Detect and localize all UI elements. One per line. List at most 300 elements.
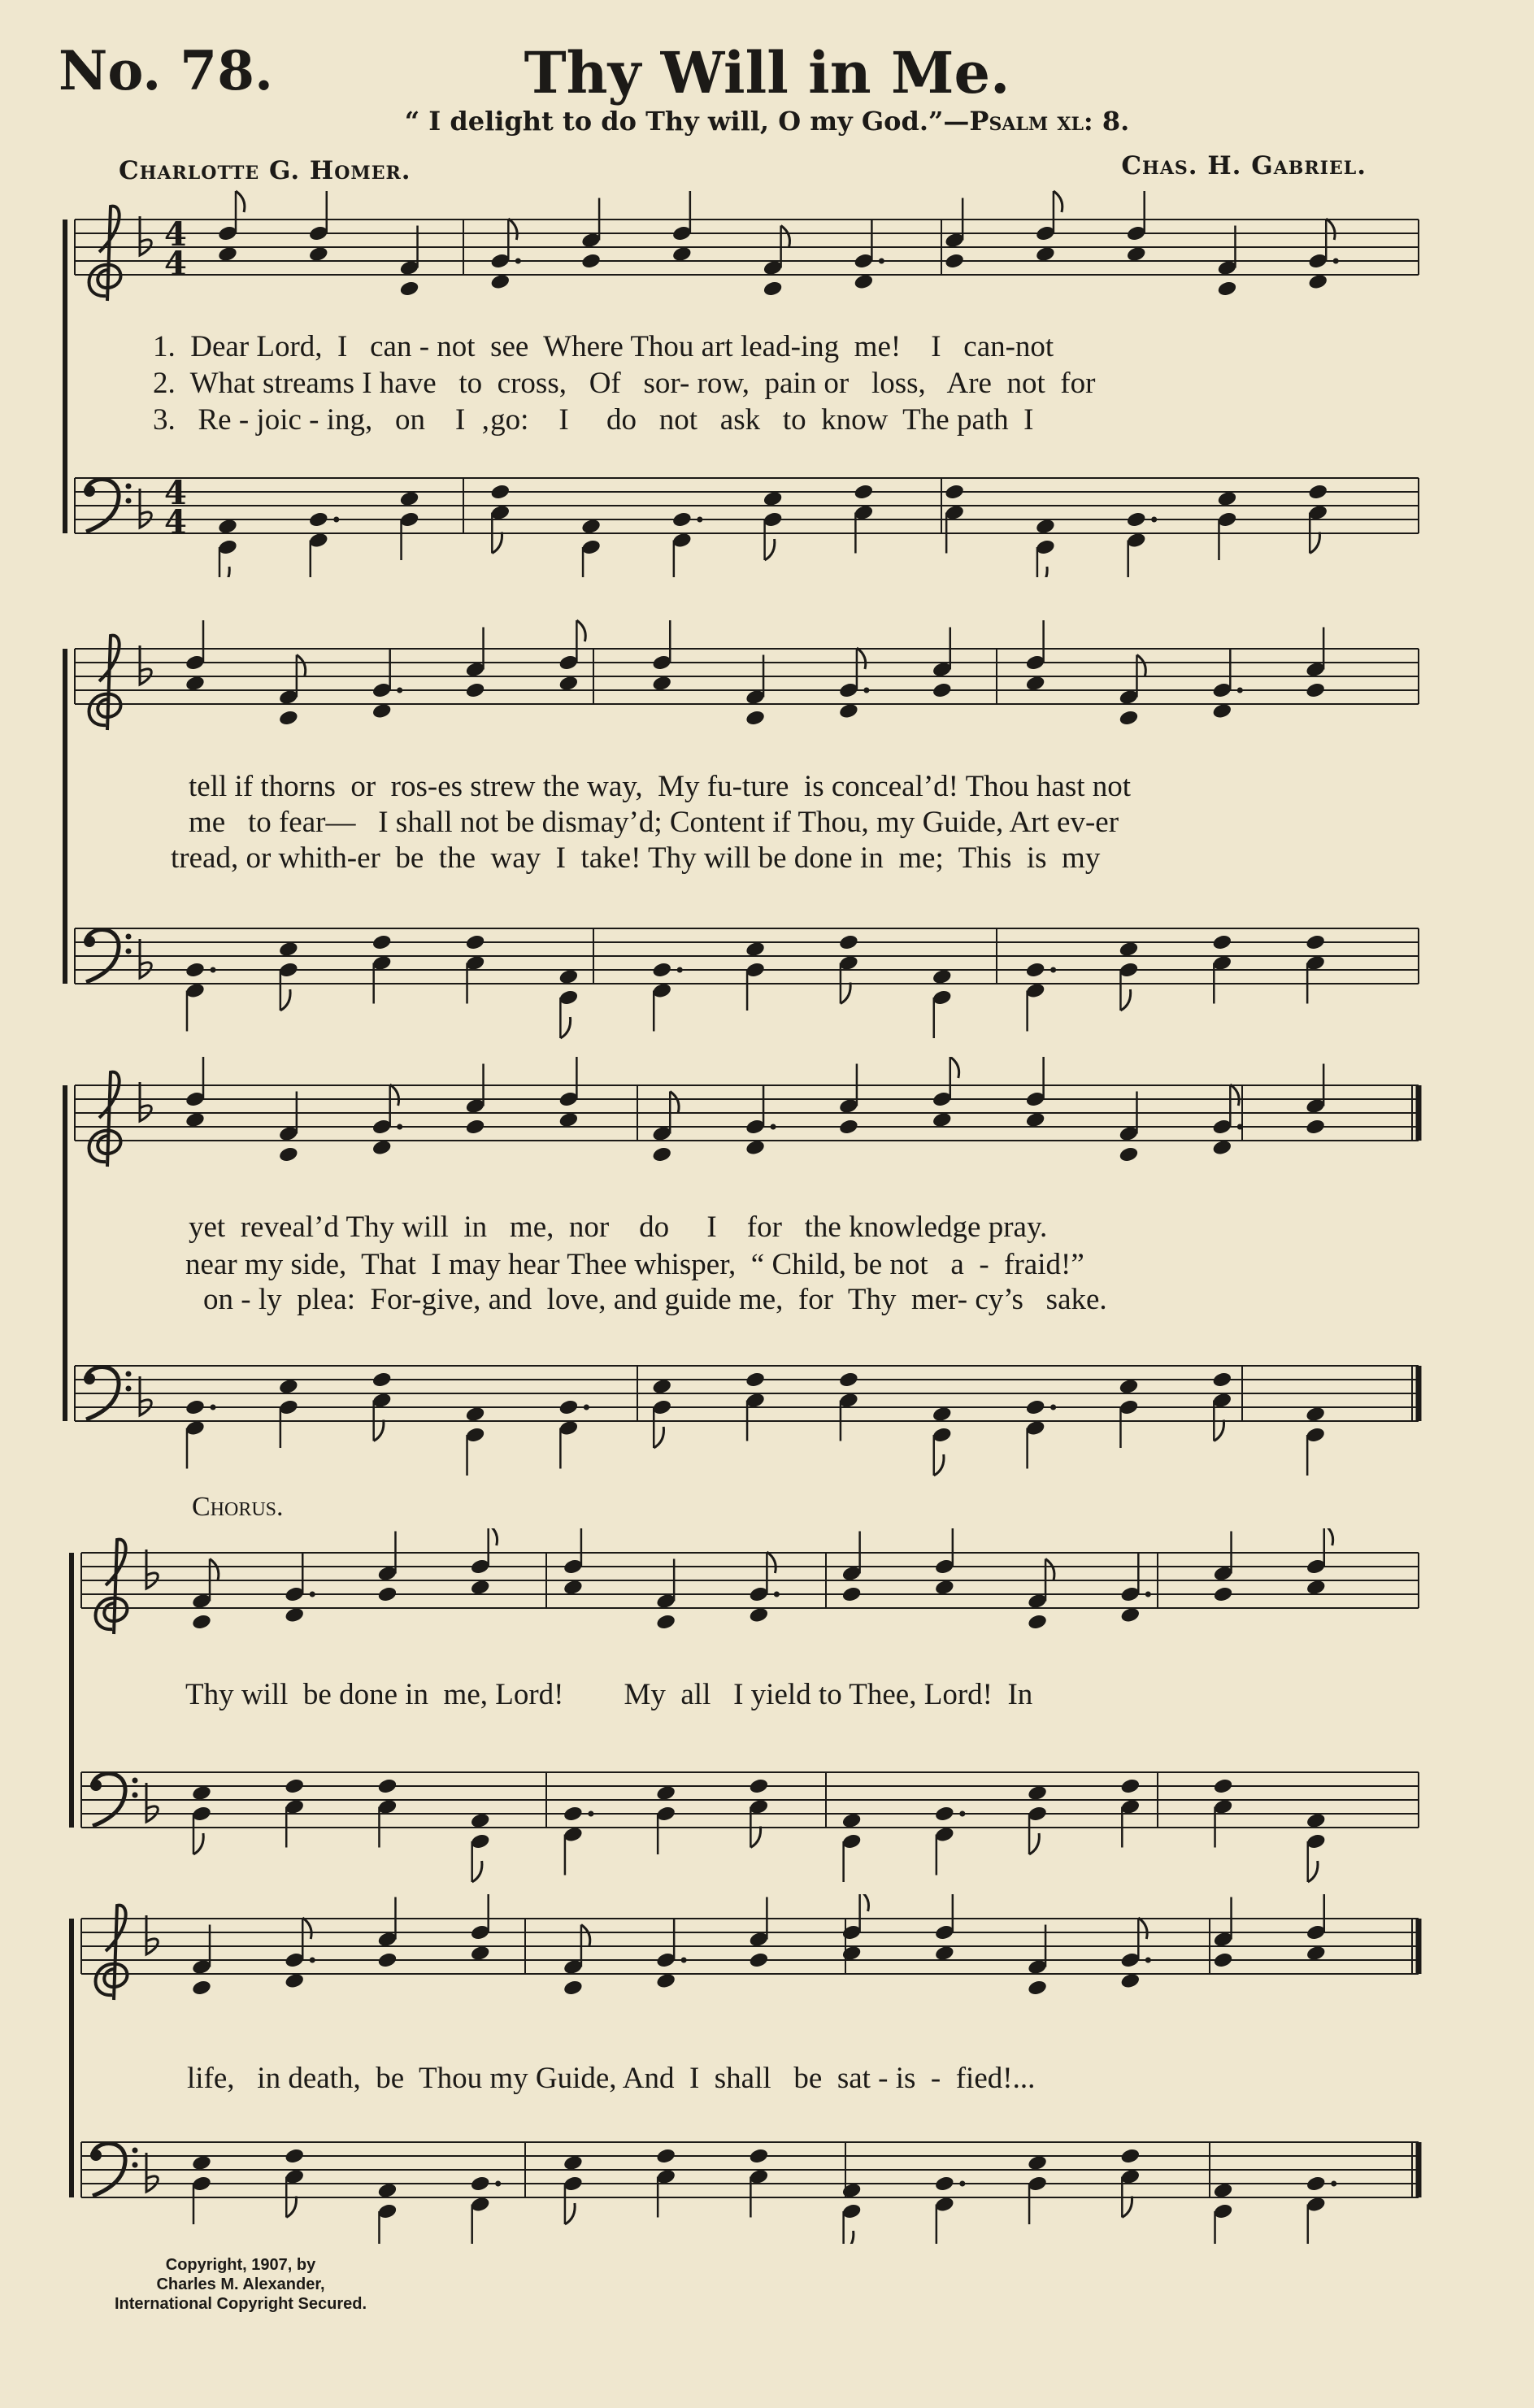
dot	[333, 517, 339, 523]
note-chord	[558, 620, 585, 692]
flat-icon	[140, 489, 151, 528]
notehead	[934, 1805, 955, 1823]
dot	[1237, 1124, 1243, 1130]
notehead	[1025, 1398, 1046, 1416]
bass-clef-dot	[84, 485, 95, 497]
flat-icon	[140, 939, 151, 978]
note-flag	[374, 1420, 384, 1441]
hymn-number: No. 78.	[59, 39, 273, 102]
lyric-line: me to fear— I shall not be dismay’d; Content if Thou, my Guide, Art ev-er	[189, 806, 1119, 839]
note-chord	[278, 941, 299, 1011]
epigraph-reference: Psalm xl: 8.	[969, 106, 1130, 137]
note-flag	[765, 539, 775, 560]
note-chord	[671, 511, 702, 577]
note-flag	[767, 1552, 776, 1573]
note-chord	[399, 490, 420, 560]
note-chord	[308, 191, 329, 263]
dot	[677, 967, 683, 973]
lyric-line: life, in death, be Thou my Guide, And I shall be sat - is - fied!...	[187, 2062, 1036, 2095]
dot	[879, 259, 884, 264]
note-chord	[745, 941, 766, 1011]
chorus-label: Chorus.	[192, 1492, 284, 1522]
note-chord	[1119, 1552, 1150, 1623]
treble-staff	[75, 191, 1419, 301]
lyric-line: Thy will be done in me, Lord! My all I yield to Thee, Lord! In	[185, 1678, 1033, 1711]
notehead	[489, 483, 511, 501]
note-chord	[651, 961, 682, 1031]
note-chord	[1307, 219, 1338, 290]
notehead	[1211, 1371, 1232, 1389]
note-chord	[841, 1812, 863, 1882]
note-chord	[1126, 191, 1147, 263]
note-flag	[750, 1827, 760, 1848]
notehead	[1119, 709, 1140, 727]
lyric-line: tell if thorns or ros-es strew the way, My fu-ture is conceal’d! Thou hast not	[189, 770, 1132, 803]
note-chord	[284, 1918, 315, 1989]
notehead	[748, 1777, 769, 1795]
notehead	[372, 1371, 393, 1389]
time-signature-denominator: 4	[164, 503, 187, 541]
note-chord	[1211, 1371, 1232, 1441]
bass-clef-dot	[133, 1778, 138, 1784]
dot	[310, 1592, 315, 1597]
treble-staff	[75, 620, 1419, 730]
note-chord	[745, 1371, 766, 1441]
note-chord	[217, 191, 245, 263]
note-chord	[470, 1528, 498, 1596]
note-flag	[1310, 532, 1319, 554]
notehead	[1307, 483, 1328, 501]
note-chord	[372, 1084, 402, 1156]
note-flag	[280, 989, 290, 1011]
dot	[1145, 1592, 1151, 1597]
note-chord	[308, 511, 339, 577]
note-chord	[185, 961, 215, 1031]
note-chord	[838, 648, 869, 719]
notehead	[399, 280, 420, 298]
bass-clef-dot	[84, 1373, 95, 1384]
time-signature-numerator: 4	[164, 474, 187, 512]
note-chord	[1025, 1057, 1046, 1128]
notehead	[563, 1979, 584, 1997]
notehead	[580, 252, 602, 270]
notehead	[191, 1613, 212, 1631]
dot	[211, 1405, 216, 1410]
note-chord	[1305, 933, 1326, 1003]
note-chord	[185, 1057, 206, 1128]
flat-icon	[140, 645, 151, 685]
notehead	[1305, 681, 1326, 699]
time-signature-numerator: 4	[164, 215, 187, 254]
notehead	[934, 2175, 955, 2193]
notehead	[655, 1613, 676, 1631]
note-flag	[1120, 989, 1130, 1011]
note-flag	[492, 532, 502, 554]
bass-staff	[75, 474, 1419, 577]
note-flag	[1230, 1084, 1239, 1106]
notehead	[1027, 1979, 1048, 1997]
dot	[1333, 259, 1339, 264]
note-flag	[1308, 1861, 1318, 1882]
note-chord	[1305, 1406, 1326, 1476]
note-chord	[185, 620, 206, 692]
note-flag	[472, 1861, 482, 1882]
notehead	[465, 1118, 486, 1136]
bass-staff	[75, 1366, 1419, 1476]
note-chord	[763, 490, 784, 560]
note-chord	[838, 1371, 859, 1441]
note-chord	[558, 1057, 579, 1128]
treble-clef-icon	[96, 1540, 128, 1634]
note-chord	[558, 968, 579, 1038]
note-flag	[841, 983, 850, 1004]
dot	[863, 688, 869, 693]
note-chord	[1025, 1398, 1056, 1468]
note-chord	[1211, 648, 1242, 719]
treble-clef-icon	[89, 636, 121, 730]
treble-staff	[81, 1894, 1419, 2000]
notehead	[1213, 1777, 1234, 1795]
note-chord	[1025, 961, 1056, 1031]
note-chord	[465, 1406, 486, 1476]
note-chord	[580, 518, 602, 577]
note-chord	[185, 1398, 215, 1468]
notehead	[1025, 961, 1046, 979]
copyright-line: Copyright, 1907, by	[165, 2256, 316, 2274]
note-chord	[284, 1777, 305, 1847]
note-chord	[934, 1805, 965, 1875]
note-chord	[932, 1406, 953, 1476]
note-chord	[470, 1894, 491, 1962]
note-chord	[745, 1084, 776, 1156]
flat-icon	[146, 1550, 158, 1589]
note-chord	[1213, 2182, 1234, 2244]
note-chord	[563, 1805, 593, 1875]
note-chord	[1306, 1894, 1327, 1962]
notehead	[763, 280, 784, 298]
note-chord	[284, 1552, 315, 1623]
lyricist-credit: Charlotte G. Homer.	[119, 156, 411, 185]
note-chord	[1306, 1812, 1327, 1882]
note-chord	[1119, 1777, 1141, 1847]
notehead	[671, 511, 693, 528]
note-flag	[1214, 1420, 1223, 1441]
note-chord	[1306, 2175, 1336, 2244]
note-chord	[558, 1398, 589, 1468]
dot	[681, 1958, 687, 1963]
dot	[397, 688, 402, 693]
notehead	[377, 1585, 398, 1603]
note-flag	[860, 1894, 869, 1911]
note-flag	[193, 1833, 203, 1854]
note-flag	[581, 1925, 590, 1946]
bass-clef-dot	[126, 1386, 132, 1392]
note-flag	[210, 1559, 219, 1580]
note-flag	[508, 219, 517, 240]
bass-staff	[75, 928, 1419, 1038]
note-chord	[470, 1812, 491, 1882]
dot	[1331, 2181, 1336, 2187]
note-chord	[489, 483, 511, 553]
note-chord	[1307, 483, 1328, 553]
dot	[211, 967, 216, 973]
note-chord	[1035, 518, 1056, 577]
notehead	[465, 681, 486, 699]
dot	[584, 1405, 589, 1410]
bass-clef-dot	[90, 2149, 102, 2161]
note-chord	[1025, 620, 1046, 692]
treble-clef-icon	[89, 206, 121, 301]
note-flag	[297, 655, 306, 676]
note-chord	[217, 518, 238, 577]
note-chord	[1027, 2154, 1048, 2224]
notehead	[308, 511, 329, 528]
note-chord	[1306, 1528, 1333, 1596]
note-flag	[219, 567, 229, 577]
notehead	[185, 961, 206, 979]
flat-icon	[146, 1915, 158, 1954]
treble-staff	[81, 1528, 1419, 1634]
bass-clef-dot	[133, 2162, 138, 2168]
lyric-line: on - ly plea: For-give, and love, and guide me, for Thy mer- cy’s sake.	[203, 1283, 1107, 1316]
note-chord	[470, 2175, 501, 2244]
note-flag	[1122, 2197, 1132, 2218]
notehead	[1213, 1951, 1234, 1969]
note-chord	[651, 1378, 672, 1448]
lyric-line: 2. What streams I have to cross, Of sor- row, pain or loss, Are not for	[153, 367, 1096, 400]
notehead	[745, 1371, 766, 1389]
note-flag	[670, 1092, 679, 1113]
note-flag	[950, 1057, 959, 1078]
note-chord	[651, 620, 672, 692]
dot	[1050, 967, 1056, 973]
notehead	[284, 2147, 305, 2165]
note-flag	[934, 1454, 944, 1476]
dot	[771, 1124, 776, 1130]
dot	[1237, 688, 1243, 693]
bass-clef-dot	[126, 484, 132, 489]
notehead	[563, 1805, 584, 1823]
dot	[495, 2181, 501, 2187]
note-chord	[934, 1894, 955, 1962]
note-chord	[748, 2147, 769, 2217]
notehead	[748, 2147, 769, 2165]
note-flag	[781, 226, 790, 247]
notehead	[470, 2175, 491, 2193]
note-chord	[841, 2182, 863, 2244]
lyric-line: tread, or whith-er be the way I take! Thy will be done in me; This is my	[171, 841, 1101, 875]
note-chord	[284, 2147, 305, 2217]
notehead	[1305, 1118, 1326, 1136]
notehead	[1119, 2147, 1141, 2165]
note-chord	[191, 1784, 212, 1854]
note-chord	[465, 933, 486, 1003]
copyright-notice	[78, 2255, 403, 2314]
dot	[397, 1124, 402, 1130]
note-flag	[390, 1084, 399, 1106]
notehead	[1119, 1145, 1140, 1163]
note-flag	[489, 1528, 498, 1545]
notehead	[1217, 280, 1238, 298]
lyric-line: 3. Re - joic - ing, on I ‚go: I do not ask to know The path I	[153, 403, 1034, 437]
note-chord	[563, 2154, 584, 2224]
flat-icon	[140, 1376, 151, 1415]
dot	[959, 1811, 965, 1817]
dot	[588, 1811, 593, 1817]
note-flag	[1045, 1559, 1054, 1580]
note-flag	[1324, 1528, 1333, 1545]
note-chord	[853, 219, 884, 290]
note-chord	[372, 933, 393, 1003]
flat-icon	[140, 216, 151, 255]
notehead	[745, 709, 766, 727]
notehead	[944, 252, 965, 270]
dot	[697, 517, 702, 523]
dot	[515, 259, 521, 264]
lyric-line: 1. Dear Lord, I can - not see Where Thou art lead-ing me! I can-not	[153, 330, 1054, 363]
notehead	[841, 1585, 863, 1603]
note-flag	[654, 1427, 663, 1448]
notehead	[558, 1398, 579, 1416]
scripture-epigraph	[0, 106, 1534, 137]
note-flag	[576, 620, 585, 641]
notehead	[1119, 1777, 1141, 1795]
note-chord	[944, 483, 965, 553]
note-chord	[372, 648, 402, 719]
note-chord	[838, 933, 859, 1003]
note-flag	[844, 2231, 854, 2244]
lyric-line: near my side, That I may hear Thee whisper, “ Child, be not a - fraid!”	[185, 1248, 1084, 1281]
notehead	[655, 2147, 676, 2165]
note-flag	[1138, 1918, 1147, 1939]
bass-clef-dot	[84, 936, 95, 947]
notehead	[838, 933, 859, 951]
note-chord	[278, 1378, 299, 1448]
notehead	[932, 681, 953, 699]
note-flag	[560, 1017, 570, 1038]
lyric-line: yet reveal’d Thy will in me, nor do I for the knowledge pray.	[189, 1211, 1048, 1244]
notehead	[1306, 2175, 1327, 2193]
note-chord	[655, 1918, 686, 1989]
note-chord	[1035, 191, 1063, 263]
notehead	[838, 1371, 859, 1389]
bass-clef-dot	[90, 1780, 102, 1791]
note-chord	[372, 1371, 393, 1441]
bass-staff	[81, 1772, 1419, 1882]
notehead	[284, 1777, 305, 1795]
notehead	[465, 933, 486, 951]
note-flag	[857, 648, 866, 669]
bass-staff	[81, 2142, 1419, 2244]
notehead	[377, 1777, 398, 1795]
note-chord	[748, 1552, 779, 1623]
note-chord	[1126, 511, 1157, 577]
bass-clef-dot	[126, 934, 132, 940]
note-chord	[934, 1528, 955, 1596]
note-chord	[377, 1777, 398, 1847]
notehead	[651, 961, 672, 979]
notehead	[1213, 1585, 1234, 1603]
note-chord	[489, 219, 520, 290]
note-chord	[1213, 1777, 1234, 1847]
bass-clef-dot	[126, 949, 132, 954]
dot	[1151, 517, 1157, 523]
note-chord	[1211, 1084, 1242, 1156]
notehead	[372, 933, 393, 951]
note-chord	[1027, 1784, 1048, 1854]
notehead	[278, 1145, 299, 1163]
copyright-line: Charles M. Alexander,	[156, 2275, 325, 2293]
note-flag	[302, 1918, 311, 1939]
note-chord	[853, 483, 874, 553]
notehead	[853, 483, 874, 501]
composer-credit: Chas. H. Gabriel.	[1121, 151, 1367, 180]
copyright-line: International Copyright Secured.	[114, 2295, 367, 2313]
notehead	[1305, 933, 1326, 951]
note-chord	[655, 2147, 676, 2217]
note-chord	[932, 968, 953, 1038]
notehead	[651, 1145, 672, 1163]
notehead	[1211, 933, 1232, 951]
note-flag	[1037, 567, 1047, 577]
dot	[774, 1592, 780, 1597]
note-chord	[1119, 2147, 1141, 2217]
notehead	[377, 1951, 398, 1969]
note-chord	[1119, 941, 1140, 1011]
note-flag	[286, 2197, 296, 2218]
note-flag	[236, 191, 245, 212]
hymn-title: Thy Will in Me.	[524, 39, 1010, 106]
notehead	[185, 1398, 206, 1416]
note-chord	[748, 1777, 769, 1847]
treble-clef-icon	[89, 1072, 121, 1167]
note-flag	[565, 2203, 575, 2224]
note-chord	[932, 1057, 959, 1128]
note-chord	[934, 2175, 965, 2244]
note-chord	[377, 2182, 398, 2244]
notehead	[1126, 511, 1147, 528]
note-chord	[1119, 1918, 1150, 1989]
treble-clef-icon	[96, 1906, 128, 2000]
time-signature-denominator: 4	[164, 245, 187, 283]
note-flag	[1136, 655, 1145, 676]
bass-clef-dot	[126, 1371, 132, 1377]
dot	[959, 2181, 965, 2187]
note-chord	[563, 1528, 584, 1596]
note-flag	[1326, 219, 1335, 240]
dot	[310, 1958, 315, 1963]
dot	[1145, 1958, 1151, 1963]
epigraph-quote: “ I delight to do Thy will, O my God.”—	[404, 106, 970, 137]
bass-clef-dot	[133, 2148, 138, 2154]
note-chord	[655, 1784, 676, 1854]
notehead	[748, 1951, 769, 1969]
bass-clef-dot	[133, 1793, 138, 1798]
flat-icon	[146, 2153, 158, 2192]
note-flag	[1029, 1833, 1039, 1854]
flat-icon	[146, 1783, 158, 1822]
flat-icon	[140, 1082, 151, 1121]
notehead	[191, 1979, 212, 1997]
note-chord	[671, 191, 693, 263]
note-flag	[1054, 191, 1063, 212]
notehead	[1027, 1613, 1048, 1631]
bass-clef-dot	[126, 498, 132, 504]
notehead	[278, 709, 299, 727]
notehead	[838, 1118, 859, 1136]
note-chord	[191, 2154, 212, 2224]
note-chord	[1211, 933, 1232, 1003]
